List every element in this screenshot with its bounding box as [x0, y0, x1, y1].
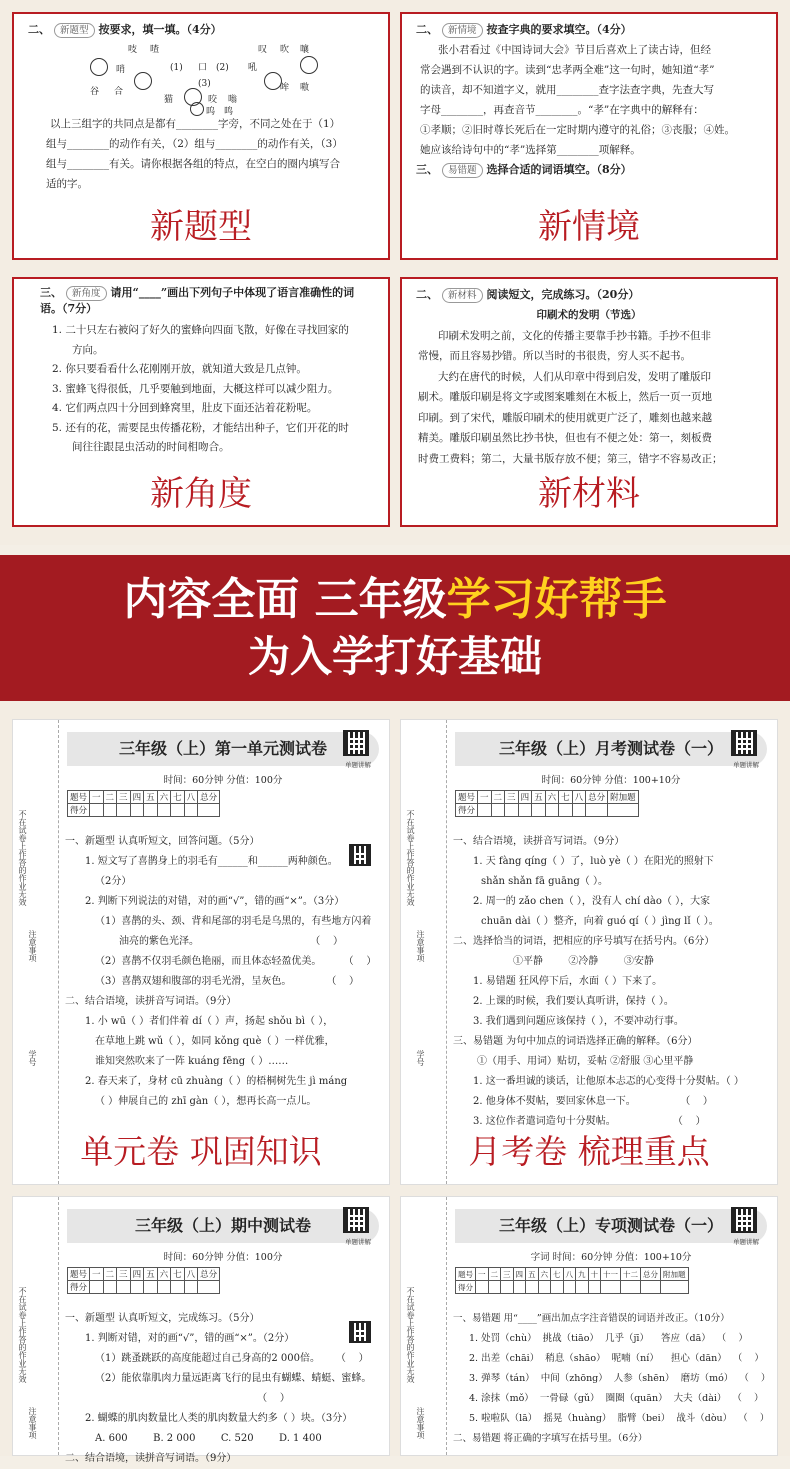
margin-note: 不在试卷上作答的作业无效 — [18, 1287, 27, 1383]
text-line: 3. 弹琴（tán） 中间（zhōng） 人参（shēn） 磨坊（mó） （ ） — [469, 1373, 771, 1384]
score-value-row — [456, 804, 639, 817]
paper-monthly-test — [400, 719, 778, 1185]
score-cell[interactable] — [90, 1281, 104, 1294]
text-line: 二、结合语境，读拼音写词语。（9分） — [65, 996, 237, 1007]
score-cell[interactable] — [545, 804, 559, 817]
qr-label: 单题讲解 — [345, 1238, 371, 1246]
text-line: （2）能依靠肌肉力量远距离飞行的昆虫有蝴蝶、蜻蜓、蜜蜂。 — [95, 1373, 372, 1384]
text-line: （ ） — [95, 1393, 290, 1404]
text-line: 张小君看过《中国诗词大会》节目后喜欢上了读古诗，但经 — [438, 44, 711, 56]
text-line: 谁知突然吹来了一阵 kuáng fēng（ ）…… — [95, 1056, 289, 1067]
article-title: 印刷术的发明（节选） — [536, 309, 642, 321]
text-line: 5. 还有的花，需要昆虫传播花粉，才能结出种子，它们开花的时 — [52, 421, 349, 434]
binding-margin — [401, 1197, 447, 1455]
panel-body — [14, 279, 388, 469]
qr-label: 单题讲解 — [345, 761, 371, 769]
score-header-cell: 四 — [130, 1268, 144, 1281]
paper-body — [453, 832, 767, 1128]
text-line: 1. 短文写了喜鹊身上的羽毛有______和______两种颜色。 — [85, 856, 338, 867]
text-line: 3. 我们遇到问题应该保持（ ），不要冲动行事。 — [473, 1016, 684, 1027]
question-tag: 新题型 — [54, 23, 95, 38]
margin-note: 注意事项 — [28, 1407, 37, 1439]
text-line: 大约在唐代的时候，人们从印章中得到启发，发明了雕版印 — [438, 370, 711, 383]
score-row-label: 得分 — [456, 804, 478, 817]
blank-circle — [90, 58, 108, 76]
promo-banner — [0, 555, 790, 701]
text-line: 常慢，而且容易抄错。所以当时的书很贵，穷人买不起书。 — [418, 350, 691, 362]
score-header-row — [68, 1268, 220, 1281]
text-line: 一、易错题 用“____”画出加点字注音错误的词语并改正。（10分） — [453, 1313, 730, 1324]
score-cell[interactable] — [491, 804, 505, 817]
paper-meta: 时间：60分钟 分值：100+10分 — [541, 775, 681, 786]
panel-body — [14, 14, 388, 204]
score-header-cell: 题号 — [456, 1268, 476, 1281]
score-cell[interactable] — [526, 1281, 539, 1294]
mind-char: 吹 — [280, 45, 290, 55]
score-table — [455, 1267, 689, 1294]
score-header-cell: 三 — [117, 1268, 131, 1281]
center-char: (3) — [198, 79, 211, 89]
text-line: 精美。雕版印刷虽然比抄书快，但也有不便之处：第一，刻板费 — [418, 432, 712, 444]
score-header-cell: 九 — [576, 1268, 589, 1281]
text-line: 组与________的动作有关，（2）组与________的动作有关，（3） — [46, 138, 343, 150]
binding-margin — [401, 720, 447, 1184]
text-line: 间往往跟昆虫活动的时间相吻合。 — [72, 441, 230, 453]
score-cell[interactable] — [157, 1281, 171, 1294]
score-cell[interactable] — [184, 1281, 198, 1294]
paper-body — [453, 1309, 771, 1455]
text-line: 以上三组字的共同点是都有________字旁，不同之处在于（1） — [50, 118, 341, 130]
score-cell[interactable] — [171, 804, 185, 817]
text-line: 时费工费料；第二，大量书版存放不便；第三，错字不容易改正； — [418, 452, 723, 465]
score-header-row — [456, 1268, 689, 1281]
text-line: 三、易错题 为句中加点的词语选择正确的解释。（6分） — [453, 1036, 698, 1047]
score-header-cell: 总分 — [198, 1268, 220, 1281]
score-row-label: 得分 — [68, 804, 90, 817]
score-cell[interactable] — [563, 1281, 576, 1294]
mind-char: 呜 — [206, 107, 216, 117]
mind-char: 嚷 — [300, 45, 310, 55]
score-header-row — [68, 791, 220, 804]
margin-note: 学号 — [416, 1050, 425, 1066]
panel-body — [402, 279, 776, 469]
qr-label: 单题讲解 — [733, 1238, 759, 1246]
text-line: 1. 这一番坦诚的谈话，让他原本忐忑的心变得十分熨帖。（ ） — [473, 1076, 744, 1087]
banner-highlight: 学习好帮手 — [446, 574, 667, 625]
score-cell[interactable] — [198, 1281, 220, 1294]
score-header-row — [456, 791, 639, 804]
panel-caption: 新角度 — [150, 474, 252, 514]
score-header-cell: 十 — [588, 1268, 601, 1281]
score-header-cell: 八 — [572, 791, 586, 804]
text-line: （1）喜鹊的头、颈、背和尾部的羽毛是乌黑的，有些地方闪着 — [95, 916, 372, 927]
text-line: 一、新题型 认真听短文，回答问题。（5分） — [65, 836, 260, 847]
score-value-row — [68, 1281, 220, 1294]
qr-code-icon[interactable] — [343, 1207, 369, 1233]
panel-new-situation — [400, 12, 778, 260]
score-cell[interactable] — [621, 1281, 641, 1294]
text-line: ①（用手、用词）贴切，妥帖 ②舒服 ③心里平静 — [477, 1056, 694, 1067]
qr-code-icon[interactable] — [343, 730, 369, 756]
mind-char: 嗷 — [300, 83, 310, 93]
score-header-cell: 五 — [144, 791, 158, 804]
score-value-row — [456, 1281, 689, 1294]
score-header-cell: 三 — [117, 791, 131, 804]
score-value-row — [68, 804, 220, 817]
question-heading: 二、 新题型 按要求，填一填。（4分） — [28, 23, 222, 36]
score-header-cell: 七 — [551, 1268, 564, 1281]
score-header-cell: 四 — [518, 791, 532, 804]
score-cell[interactable] — [518, 804, 532, 817]
center-char: (2) — [216, 63, 229, 73]
text-line: 1. 天 fàng qíng（ ）了，luò yè（ ）在阳光的照射下 — [473, 856, 714, 867]
text-line: （2分） — [95, 876, 132, 887]
panel-caption: 新材料 — [538, 474, 640, 514]
score-header-cell: 题号 — [456, 791, 478, 804]
question-tag: 新材料 — [442, 288, 483, 303]
banner-text: 内容全面 三年级 — [123, 574, 447, 625]
score-header-cell: 总分 — [198, 791, 220, 804]
text-line: 她应该给诗句中的“孝”选择第________项解释。 — [420, 144, 641, 156]
text-line: 4. 涂抹（mǒ） 一骨碌（gǔ） 圈圈（quān） 大夫（dài） （ ） — [469, 1393, 764, 1404]
score-cell[interactable] — [144, 1281, 158, 1294]
score-header-cell: 五 — [526, 1268, 539, 1281]
text-line: shǎn shǎn fā guāng（ ）。 — [481, 876, 608, 887]
text-line: 2. 蝴蝶的肌肉数量比人类的肌肉数量大约多（ ）块。（3分） — [85, 1413, 353, 1424]
mind-char: 合 — [114, 87, 124, 97]
text-line: 2. 他身体不熨帖，要回家休息一下。 （ ） — [473, 1096, 713, 1107]
score-header-cell: 四 — [513, 1268, 526, 1281]
blank-circle — [190, 102, 204, 116]
margin-note: 注意事项 — [28, 930, 37, 962]
panel-new-question-type — [12, 12, 390, 260]
mind-char: 鸣 — [224, 107, 234, 117]
score-header-cell: 八 — [563, 1268, 576, 1281]
score-cell[interactable] — [117, 1281, 131, 1294]
text-line: 二、结合语境，读拼音写词语。（9分） — [65, 1453, 237, 1464]
score-header-cell: 题号 — [68, 791, 90, 804]
text-line: 常会遇到不认识的字。读到“忠孝两全难”这一句时，她知道“孝” — [420, 64, 715, 76]
paper-caption: 月考卷 梳理重点 — [468, 1132, 710, 1171]
score-header-cell: 二 — [103, 791, 117, 804]
text-line: 字母________，再查音节________。“孝”在字典中的解释有： — [420, 104, 704, 116]
score-cell[interactable] — [130, 804, 144, 817]
text-line: 1. 处罚（chù） 挑战（tiāo） 几乎（jī） 答应（dā） （ ） — [469, 1333, 748, 1344]
score-header-cell: 一 — [90, 1268, 104, 1281]
score-header-cell: 一 — [90, 791, 104, 804]
text-line: chuān dài（ ）整齐，向着 guó qí（ ）jìng lǐ（ ）。 — [481, 916, 719, 927]
score-cell[interactable] — [572, 804, 586, 817]
text-line: 方向。 — [72, 343, 104, 356]
binding-margin — [13, 1197, 59, 1455]
score-cell[interactable] — [505, 804, 519, 817]
paper-title: 三年级（上）专项测试卷（一） — [455, 1209, 767, 1243]
center-char: 吼 — [248, 63, 258, 73]
score-header-cell: 二 — [488, 1268, 501, 1281]
score-cell[interactable] — [198, 804, 220, 817]
score-header-cell: 十二 — [621, 1268, 641, 1281]
question-heading: 三、 易错题 选择合适的词语填空。（8分） — [416, 163, 632, 176]
paper-title: 三年级（上）月考测试卷（一） — [455, 732, 767, 766]
score-cell[interactable] — [488, 1281, 501, 1294]
score-table — [67, 1267, 220, 1294]
text-line: 二、易错题 将正确的字填写在括号里。（6分） — [453, 1433, 648, 1444]
text-line: A. 600 B. 2 000 C. 520 D. 1 400 — [95, 1433, 322, 1444]
text-line: 1. 易错题 狂风停下后，水面（ ）下来了。 — [473, 976, 663, 987]
score-header-cell: 五 — [532, 791, 546, 804]
paper-caption: 单元卷 巩固知识 — [80, 1132, 322, 1171]
mind-char: 哨 — [116, 65, 126, 75]
mind-char: 嗡 — [228, 95, 238, 105]
score-header-cell: 八 — [184, 1268, 198, 1281]
text-line: 2. 判断下列说法的对错，对的画“√”，错的画“×”。（3分） — [85, 896, 345, 907]
margin-note: 不在试卷上作答的作业无效 — [18, 810, 27, 906]
score-header-cell: 四 — [130, 791, 144, 804]
score-header-cell: 七 — [171, 791, 185, 804]
score-header-cell: 六 — [545, 791, 559, 804]
score-header-cell: 总分 — [641, 1268, 661, 1281]
paper-special-test — [400, 1196, 778, 1456]
text-line: 2. 你只要看看什么花刚刚开放，就知道大致是几点钟。 — [52, 363, 307, 375]
score-header-cell: 附加题 — [608, 791, 639, 804]
question-heading: 三、 新角度 请用“____”画出下列句子中体现了语言准确性的词语。（7分） — [40, 286, 355, 315]
mind-char: 哞 — [280, 83, 290, 93]
paper-body — [65, 1309, 379, 1464]
margin-note: 不在试卷上作答的作业无效 — [406, 1287, 415, 1383]
score-header-cell: 七 — [559, 791, 573, 804]
score-cell[interactable] — [532, 804, 546, 817]
text-line: 刷术。雕版印刷是将文字或图案雕刻在木板上，然后一页一页地 — [418, 391, 712, 403]
score-table — [455, 790, 639, 817]
score-header-cell: 六 — [157, 1268, 171, 1281]
mind-char: 谷 — [90, 87, 100, 97]
mind-char: 喳 — [150, 45, 160, 55]
mind-char: 咬 — [208, 95, 218, 105]
text-line: ①孝顺；②旧时尊长死后在一定时期内遵守的礼俗；③丧服；④姓。 — [420, 124, 735, 136]
center-char: 口 — [198, 63, 208, 73]
paper-title: 三年级（上）期中测试卷 — [67, 1209, 379, 1243]
text-line: 2. 春天来了，身材 cū zhuàng（ ）的梧桐树先生 jì máng — [85, 1076, 348, 1087]
text-line: 的读音，却不知道字义，就用________查字法查字典，先查大写 — [420, 84, 714, 96]
score-cell[interactable] — [551, 1281, 564, 1294]
question-tag: 新情境 — [442, 23, 483, 38]
panel-new-angle — [12, 277, 390, 527]
score-cell[interactable] — [184, 804, 198, 817]
score-header-cell: 总分 — [586, 791, 608, 804]
score-cell[interactable] — [103, 1281, 117, 1294]
score-header-cell: 题号 — [68, 1268, 90, 1281]
question-heading: 二、 新材料 阅读短文，完成练习。（20分） — [416, 288, 640, 301]
mind-char: 猫 — [164, 95, 174, 105]
text-line: 2. 出差（chāi） 稍息（shāo） 呢喃（ní） 担心（dān） （ ） — [469, 1353, 764, 1364]
question-tag: 易错题 — [442, 163, 483, 178]
margin-note: 注意事项 — [416, 930, 425, 962]
score-cell[interactable] — [608, 804, 639, 817]
score-header-cell: 八 — [184, 791, 198, 804]
score-cell[interactable] — [641, 1281, 661, 1294]
score-header-cell: 六 — [157, 791, 171, 804]
qr-code-icon[interactable] — [731, 1207, 757, 1233]
center-char: (1) — [170, 63, 183, 73]
text-line: 2. 上课的时候，我们要认真听讲，保持（ ）。 — [473, 996, 674, 1007]
score-cell[interactable] — [103, 804, 117, 817]
score-cell[interactable] — [130, 1281, 144, 1294]
text-line: 印刷。到了宋代，雕版印刷术的使用就更广泛了，雕刻也越来越 — [418, 411, 712, 424]
text-line: 5. 啦啦队（lā） 摇晃（huàng） 脂臂（bei） 战斗（dòu） （ ） — [469, 1413, 770, 1424]
text-line: （3）喜鹊双翅和腹部的羽毛光滑，呈灰色。 （ ） — [95, 976, 360, 987]
score-header-cell: 二 — [103, 1268, 117, 1281]
banner-line-1 — [0, 573, 790, 627]
text-line: 适的字。 — [46, 178, 88, 190]
text-line: 一、结合语境，读拼音写词语。（9分） — [453, 836, 625, 847]
score-cell[interactable] — [661, 1281, 689, 1294]
banner-line-2: 为入学打好基础 — [247, 632, 542, 681]
score-cell[interactable] — [559, 804, 573, 817]
paper-meta: 时间：60分钟 分值：100分 — [163, 775, 283, 786]
score-cell[interactable] — [117, 804, 131, 817]
question-tag: 新角度 — [66, 286, 107, 301]
text-line: 二、选择恰当的词语，把相应的序号填写在括号内。（6分） — [453, 936, 715, 947]
mind-map — [88, 40, 310, 117]
score-cell[interactable] — [144, 804, 158, 817]
score-header-cell: 五 — [144, 1268, 158, 1281]
panel-new-material — [400, 277, 778, 527]
blank-circle — [300, 56, 318, 74]
score-header-cell: 三 — [505, 791, 519, 804]
qr-code-icon[interactable] — [731, 730, 757, 756]
panel-caption: 新题型 — [150, 207, 252, 247]
score-cell[interactable] — [588, 1281, 601, 1294]
blank-circle — [134, 72, 152, 90]
score-cell[interactable] — [501, 1281, 514, 1294]
score-header-cell: 附加题 — [661, 1268, 689, 1281]
score-header-cell: 七 — [171, 1268, 185, 1281]
score-cell[interactable] — [576, 1281, 589, 1294]
text-line: 2. 周一的 zǎo chen（ ），没有人 chí dào（ ），大家 — [473, 896, 711, 907]
paper-title: 三年级（上）第一单元测试卷 — [67, 732, 379, 766]
paper-meta: 时间：60分钟 分值：100分 — [163, 1252, 283, 1263]
text-line: （2）喜鹊不仅羽毛颜色艳丽，而且体态轻盈优美。 （ ） — [95, 956, 377, 967]
panel-caption: 新情境 — [538, 207, 640, 247]
score-header-cell: 三 — [501, 1268, 514, 1281]
text-line: 4. 它们两点四十分回到蜂窝里，肚皮下面还沾着花粉呢。 — [52, 402, 318, 414]
text-line: （1）跳蚤跳跃的高度能超过自己身高的2 000倍。 （ ） — [95, 1353, 369, 1364]
score-cell[interactable] — [157, 804, 171, 817]
text-line: 印刷术发明之前，文化的传播主要靠手抄书籍。手抄不但非 — [438, 329, 711, 342]
score-header-cell: 二 — [491, 791, 505, 804]
paper-meta: 字词 时间：60分钟 分值：100+10分 — [530, 1252, 692, 1263]
mind-char: 吱 — [128, 45, 138, 55]
mind-char: 叹 — [258, 45, 268, 55]
text-line: 3. 这位作者遣词造句十分熨帖。 （ ） — [473, 1116, 706, 1127]
score-cell[interactable] — [90, 804, 104, 817]
score-cell[interactable] — [171, 1281, 185, 1294]
score-header-cell: 六 — [538, 1268, 551, 1281]
text-line: 一、新题型 认真听短文，完成练习。（5分） — [65, 1313, 260, 1324]
text-line: 1. 判断对错，对的画“√”，错的画“×”。（2分） — [85, 1333, 295, 1344]
text-line: 油亮的紫色光泽。 （ ） — [119, 936, 343, 947]
text-line: 1. 二十只左右被闷了好久的蜜蜂向四面飞散，好像在寻找回家的 — [52, 324, 349, 336]
text-line: 3. 蜜蜂飞得很低，几乎要触到地面，大概这样可以减少阻力。 — [52, 382, 339, 395]
margin-note: 不在试卷上作答的作业无效 — [406, 810, 415, 906]
question-heading: 二、 新情境 按查字典的要求填空。（4分） — [416, 23, 632, 36]
score-row-label: 得分 — [68, 1281, 90, 1294]
margin-note: 学号 — [28, 1050, 37, 1066]
margin-note: 注意事项 — [416, 1407, 425, 1439]
text-line: （ ）伸展自己的 zhī gàn（ ），想再长高一点儿。 — [95, 1096, 317, 1107]
score-cell[interactable] — [478, 804, 492, 817]
score-cell[interactable] — [586, 804, 608, 817]
binding-margin — [13, 720, 59, 1184]
score-header-cell: 一 — [478, 791, 492, 804]
qr-label: 单题讲解 — [733, 761, 759, 769]
score-cell[interactable] — [513, 1281, 526, 1294]
score-cell[interactable] — [601, 1281, 621, 1294]
text-line: 在草地上跳 wǔ（ ），如同 kǒng què（ ）一样优雅， — [95, 1036, 335, 1047]
score-cell[interactable] — [476, 1281, 489, 1294]
paper-unit-test — [12, 719, 390, 1185]
text-line: ①平静 ②冷静 ③安静 — [513, 956, 654, 967]
text-line: 组与________有关。请你根据各组的特点，在空白的圈内填写合 — [46, 158, 340, 170]
score-row-label: 得分 — [456, 1281, 476, 1294]
paper-body — [65, 832, 379, 1112]
score-table — [67, 790, 220, 817]
score-header-cell: 十一 — [601, 1268, 621, 1281]
score-header-cell: 一 — [476, 1268, 489, 1281]
score-cell[interactable] — [538, 1281, 551, 1294]
text-line: 1. 小 wū（ ）者们伴着 dí（ ）声，扬起 shǒu bì（ ）， — [85, 1016, 334, 1027]
panel-body — [402, 14, 776, 204]
paper-midterm-test — [12, 1196, 390, 1464]
